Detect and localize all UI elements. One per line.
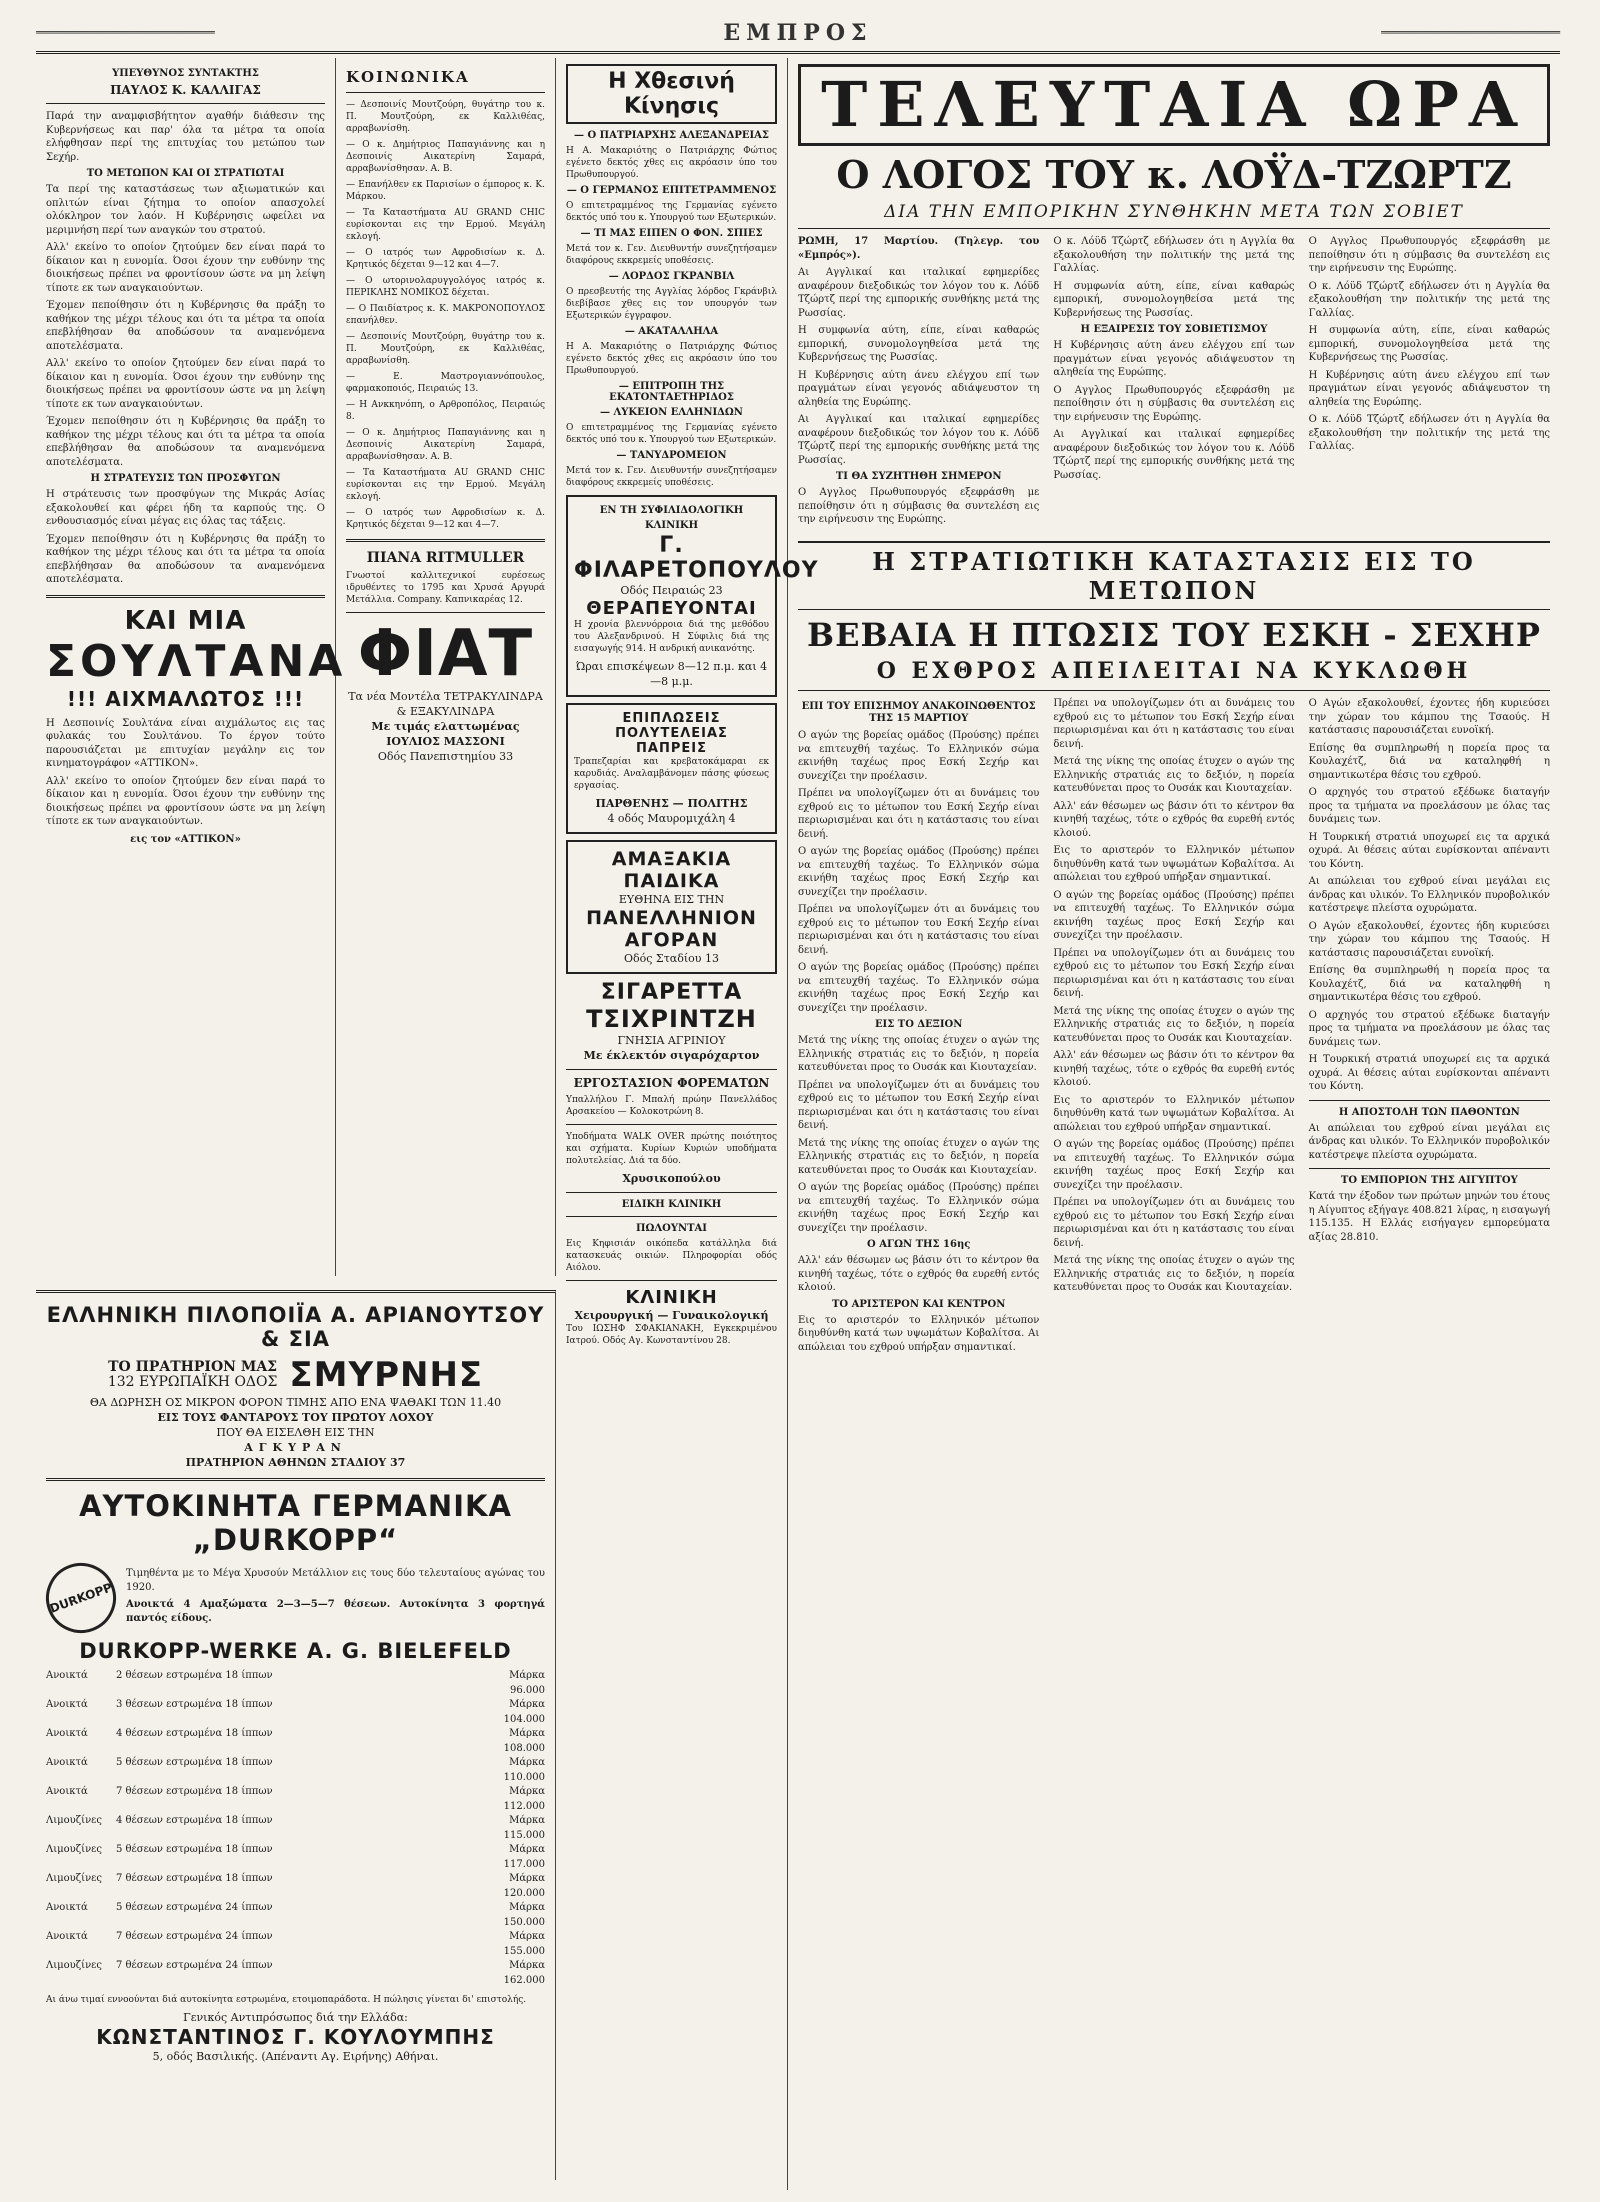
news-h3: — ΤΙ ΜΑΣ ΕΙΠΕΝ Ο ΦΟΝ. ΣΠΙΕΣ	[580, 228, 763, 239]
price-spec: 7 θέσεων εστρωμένα 18 ίππων	[116, 1873, 273, 1884]
toys-store: ΠΑΝΕΛΛΗΝΙΟΝ ΑΓΟΡΑΝ	[586, 907, 757, 951]
auto-agent-note: Γενικός Αντιπρόσωπος διά την Ελλάδα:	[183, 2011, 408, 2024]
divider	[1309, 1168, 1550, 1169]
top-p4b: Ο Αγγλος Πρωθυπουργός εξεφράσθη με πεποίθησιν ότι η σύμβασις θα συντελέση εις την ειρήνευσιν της Ευρώπης.	[1053, 384, 1295, 423]
fiat-logo: ΦΙΑΤ	[357, 617, 534, 691]
price-model: Λιμουζίνες	[46, 1815, 102, 1826]
hat-note-1: ΘΑ ΔΩΡΗΣΗ ΟΣ ΜΙΚΡΟΝ ΦΟΡΟΝ ΤΙΜΗΣ ΑΠΟ ΕΝΑ ΨΑΘΑΚΙ ΤΩΝ 11.40	[89, 1396, 502, 1409]
column-2	[336, 58, 556, 1276]
social-7: — Ο Παιδίατρος κ. Κ. ΜΑΚΡΟΝΟΠΟΥΛΟΣ επανήλθεν.	[346, 304, 545, 326]
price-value: Μάρκα 162.000	[503, 1960, 545, 1986]
price-value: Μάρκα 155.000	[503, 1931, 545, 1957]
clinic-name: Γ. ΦΙΛΑΡΕΤΟΠΟΥΛΟΥ	[574, 533, 819, 583]
social-4: — Τα Καταστήματα AU GRAND CHIC ευρίσκονται εις την Ερμού. Μεγάλη εκλογή.	[346, 208, 545, 242]
price-spec: 5 θέσεων εστρωμένα 18 ίππων	[116, 1757, 273, 1768]
mil-r3b: Ο αρχηγός του στρατού εξέδωκε διαταγήν προς τα τμήματα να προελάσουν με όλας τας δυνάμεις των.	[1308, 1009, 1550, 1048]
divider	[798, 228, 1550, 229]
mil-col-c	[1309, 697, 1550, 1917]
news-h6: — ΕΠΙΤΡΟΠΗ ΤΗΣ ΕΚΑΤΟΝΤΑΕΤΗΡΙΔΟΣ	[609, 381, 734, 403]
price-row	[46, 1843, 545, 1872]
top-p5b: Ο κ. Λόϋδ Τζώρτζ εδήλωσεν ότι η Αγγλία θα εξακολουθήση την πολιτικήν της μετά της Γαλλίας.	[1308, 280, 1550, 319]
clinic-text: Η χρονία βλεννόρροια διά της μεθόδου του Αλεξανδρινού. Η Σύφιλις διά της εισαγωγής 914. Η ανδρική ανικανότης.	[574, 620, 769, 654]
military-h3: Ο ΕΧΘΡΟΣ ΑΠΕΙΛΕΙΤΑΙ ΝΑ ΚΥΚΛΩΘΗ	[876, 658, 1472, 684]
price-model: Ανοικτά	[46, 1728, 88, 1739]
military-h2: ΒΕΒΑΙΑ Η ΠΤΩΣΙΣ ΤΟΥ ΕΣΚΗ - ΣΕΧΗΡ	[807, 616, 1541, 654]
clinic3-sub: Χειρουργική — Γυναικολογική	[574, 1309, 769, 1322]
divider	[346, 612, 545, 613]
news-p2b: Ο επιτετραμμένος της Γερμανίας εγένετο δεκτός υπό του κ. Υπουργού των Εξωτερικών.	[566, 423, 777, 445]
price-model: Λιμουζίνες	[46, 1844, 102, 1855]
auto-head: ΑΥΤΟΚΙΝΗΤΑ ΓΕΡΜΑΝΙΚΑ „DURKOPP“	[79, 1489, 512, 1557]
toys-head: ΑΜΑΞΑΚΙΑ ΠΑΙΔΙΚΑ	[611, 848, 732, 892]
top-p3c: Η Κυβέρνησις αύτη άνευ ελέγχου επί των πραγμάτων είναι γεγονός αδιάψευστον τη αληθεία της Ευρώπης.	[1308, 369, 1550, 408]
auto-note: Αι άνω τιμαί εννοούνται διά αυτοκίνητα εστρωμένα, ετοιμοπαράδοτα. Η πώλησις γίνεται δι' επιστολής.	[46, 1995, 527, 2005]
mil-r2: Επίσης θα συμπληρωθή η πορεία προς τα Κουλαχέτζ, διά να καταληφθή η σημαντικωτέρα θέσις του εχθρού.	[1308, 742, 1550, 781]
auto-agent: ΚΩΝΣΤΑΝΤΙΝΟΣ Γ. ΚΟΥΛΟΥΜΠΗΣ	[96, 2025, 495, 2049]
price-value: Μάρκα 104.000	[503, 1699, 545, 1725]
cig-note: Με έκλεκτόν σιγαρόχαρτον	[583, 1049, 760, 1062]
cig-head: ΣΙΓΑΡΕΤΤΑ	[600, 980, 743, 1005]
price-spec: 3 θέσεων εστρωμένα 18 ίππων	[116, 1699, 273, 1710]
price-spec: 7 θέσεων εστρωμένα 18 ίππων	[116, 1786, 273, 1797]
intro-paragraph: Παρά την αναμφισβήτητον αγαθήν διάθεσιν της Κυβερνήσεως και παρ' όλα τα μέτρα τα οποία ελήφθησαν περί της επιτυχίας του μετώπου των Σεχήρ.	[46, 111, 325, 163]
mil-p5b: Εις το αριστερόν το Ελληνικόν μέτωπον διηυθύνθη κατά των υψωμάτων Κοβαλίτσα. Αι απώλειαι του εχθρού υπήρξαν σημαντικαί.	[1053, 845, 1295, 883]
price-value: Μάρκα 117.000	[503, 1844, 545, 1870]
price-spec: 7 θέσεων εστρωμένα 24 ίππων	[116, 1960, 273, 1971]
mil-p2d: Πρέπει να υπολογίζωμεν ότι αι δυνάμεις του εχθρού εις το μέτωπον του Εσκή Σεχήρ είναι περιωρισμέναι και ότι η κατάστασις του είναι δεινή.	[1053, 698, 1295, 750]
social-3: — Επανήλθεν εκ Παρισίων ο έμπορος κ. Κ. Μάρκου.	[346, 180, 545, 202]
fiat-addr: Οδός Πανεπιστημίου 33	[377, 750, 514, 763]
column-3	[556, 58, 819, 2190]
durkopp-logo-text: DURKOPP	[47, 1580, 115, 1616]
price-value: Μάρκα 112.000	[503, 1786, 545, 1812]
social-5b: — Ο ιατρός των Αφροδισίων κ. Δ. Κρητικός δέχεται 9—12 και 4—7.	[346, 508, 545, 530]
auto-works: DURKOPP-WERKE A. G. BIELEFELD	[79, 1639, 512, 1663]
editor-name: ΠΑΥΛΟΣ Κ. ΚΑΛΛΙΓΑΣ	[110, 83, 261, 97]
news-h4: — ΛΟΡΔΟΣ ΓΚΡΑΝΒΙΛ	[608, 271, 735, 282]
top-col-a	[798, 235, 1039, 535]
ad-title-3: !!! ΑΙΧΜΑΛΩΤΟΣ !!!	[66, 686, 305, 711]
fiat-price: Με τιμάς ελαττωμένας	[371, 720, 520, 733]
mil-r3: Ο αρχηγός του στρατού εξέδωκε διαταγήν προς τα τμήματα να προελάσουν με όλας τας δυνάμεις των.	[1308, 787, 1550, 825]
furniture-name: ΠΑΡΘΕΝΗΣ — ΠΟΛΙΤΗΣ	[595, 797, 748, 810]
top-p3: Η Κυβέρνησις αύτη άνευ ελέγχου επί των πραγμάτων είναι γεγονός αδιάψευστον τη αληθεία της Ευρώπης.	[798, 369, 1040, 408]
social-1: — Δεσποινίς Μουτζούρη, θυγάτηρ του κ. Π. Μουτζούρη, εκ Καλλιθέας, αρραβωνίσθη.	[346, 100, 545, 134]
news-p3b: Μετά τον κ. Γεν. Διευθυντήν συνεζητήσαμεν διαφόρους εκκρεμείς υποθέσεις.	[566, 466, 777, 488]
durkopp-logo-icon	[36, 1553, 126, 1643]
mil-p3b: Μετά της νίκης της οποίας έτυχεν ο αγών της Ελληνικής στρατιάς εις το δεξιόν, η πορεία κατευθύνεται προς το Ουσάκ και Κιουταχείαν.	[798, 1137, 1040, 1176]
top-p2c: Η συμφωνία αύτη, είπε, είναι καθαρώς εμπορική, συνομολογηθείσα μετά της Κυβερνήσεως της Ρωσσίας.	[1308, 325, 1550, 363]
hat-note-2: ΕΙΣ ΤΟΥΣ ΦΑΝΤΑΡΟΥΣ ΤΟΥ ΠΡΩΤΟΥ ΛΟΧΟΥ	[157, 1411, 434, 1424]
top-dateline: ΡΩΜΗ, 17 Μαρτίου. (Τηλεγρ. του «Εμπρός»).	[798, 236, 1040, 261]
top-p2: Η συμφωνία αύτη, είπε, είναι καθαρώς εμπορική, συνομολογηθείσα μετά της Κυβερνήσεως της Ρωσσίας.	[798, 325, 1040, 363]
clinic-hours: Ώραι επισκέψεων 8—12 π.μ. και 4—8 μ.μ.	[575, 660, 768, 688]
furniture-ad	[566, 703, 777, 834]
price-row	[46, 1872, 545, 1901]
mil-p4: Αλλ' εάν θέσωμεν ως βάσιν ότι το κέντρον θα κινηθή ταχέως, τότε ο εχθρός θα ευρεθή εντός κλοιού.	[798, 1255, 1040, 1293]
social-1b: — Δεσποινίς Μουτζούρη, θυγάτηρ του κ. Π. Μουτζούρη, εκ Καλλιθέας, αρραβωνίσθη.	[346, 332, 545, 366]
price-row	[46, 1901, 545, 1930]
section-refugees: Η ΣΤΡΑΤΕΥΣΙΣ ΤΩΝ ΠΡΟΣΦΥΓΩΝ	[90, 473, 281, 484]
clinic-ad	[566, 495, 819, 697]
top-p1b: Αι Αγγλικαί και ιταλικαί εφημερίδες αναφέρουν διεξοδικώς τον λόγον του κ. Λόϋδ Τζώρτζ περί της εμπορικής συνθήκης μετά της Ρωσσίας.	[798, 414, 1040, 466]
piano-head: ΠΙΑΝΑ RITMULLER	[366, 550, 525, 566]
furniture-sub: ΠΑΠΡΕΙΣ	[636, 741, 707, 756]
divider	[566, 1280, 777, 1281]
auto-addr: 5, οδός Βασιλικής. (Απέναντι Αγ. Ειρήνης) Αθήναι.	[152, 2050, 439, 2063]
top-col-c	[1309, 235, 1550, 535]
price-row	[46, 1756, 545, 1785]
news-h8: — ΤΑΝΥΔΡΟΜΕΙΟΝ	[616, 450, 727, 461]
mil-p2e: Πρέπει να υπολογίζωμεν ότι αι δυνάμεις του εχθρού εις το μέτωπον του Εσκή Σεχήρ είναι περιωρισμέναι και ότι η κατάστασις του είναι δεινή.	[1053, 947, 1295, 999]
top-p2b: Η συμφωνία αύτη, είπε, είναι καθαρώς εμπορική, συνομολογηθείσα μετά της Κυβερνήσεως της Ρωσσίας.	[1053, 280, 1295, 319]
hat-athens: ΠΡΑΤΗΡΙΟΝ ΑΘΗΝΩΝ ΣΤΑΔΙΟΥ 37	[185, 1456, 406, 1469]
price-table	[46, 1669, 545, 1988]
ad-paragraph: Η Δεσποινίς Σουλτάνα είναι αιχμάλωτος εις τας φυλακάς του Σουλτάνου. Το έργον τούτο παρουσιάζεται με επιτυχίαν μεγάλην εις τον κινηματογράφον «ΑΤΤΙΚΟΝ».	[46, 717, 325, 769]
mil-side-r2: ΤΟ ΕΜΠΟΡΙΟΝ ΤΗΣ ΑΙΓΥΠΤΟΥ	[1340, 1175, 1518, 1186]
editor-label: ΥΠΕΥΘΥΝΟΣ ΣΥΝΤΑΚΤΗΣ	[112, 68, 259, 79]
mil-side2: Ο ΑΓΩΝ ΤΗΣ 16ης	[867, 1239, 971, 1250]
mil-r1: Ο Αγών εξακολουθεί, έχοντες ήδη κυριεύσει την χώραν του κάμπου της Τσαούς. Η κατάστασις παρουσιάζεται ευνοϊκή.	[1308, 698, 1550, 736]
social-8: — Ε. Μαστρογιαννόπουλος, φαρμακοποιός, Πειραιώς 13.	[346, 372, 545, 394]
masthead-paper-name: ΕΜΠΡΟΣ	[723, 19, 873, 46]
fiat-agent: ΙΟΥΛΙΟΣ ΜΑΣΣΟΝΙ	[386, 735, 505, 748]
branch-left	[108, 1360, 278, 1390]
price-value: Μάρκα 108.000	[503, 1728, 545, 1754]
mil-p1d: Ο αγών της βορείας ομάδος (Προύσης) πρέπει να επιτευχθή ταχέως. Το Ελληνικόν σώμα εκινήθη ταχέως προς Εσκή Σεχήρ και συνεχίζει την προέλασιν.	[798, 1182, 1040, 1234]
hat-note-3: ΠΟΥ ΘΑ ΕΙΣΕΛΘΗ ΕΙΣ ΤΗΝ	[216, 1426, 375, 1439]
paragraph-3: Έχομεν πεποίθησιν ότι η Κυβέρνησις θα πράξη το καθήκον της μέχρι τέλους και ότι τα μέτρα τα οποία επεβλήθησαν θα αποδώσουν τα αναμενόμενα αποτελέσματα.	[46, 300, 325, 352]
furniture-text: Τραπεζαρίαι και κρεβατοκάμαραι εκ καρυδιάς. Αναλαμβάνομεν πάσης φύσεως εργασίας.	[574, 757, 769, 791]
military-head: Η ΣΤΡΑΤΙΩΤΙΚΗ ΚΑΤΑΣΤΑΣΙΣ ΕΙΣ ΤΟ ΜΕΤΩΠΟΝ	[798, 541, 1550, 610]
mil-p3d: Μετά της νίκης της οποίας έτυχεν ο αγών της Ελληνικής στρατιάς εις το δεξιόν, η πορεία κατευθύνεται προς το Ουσάκ και Κιουταχείαν.	[1053, 1005, 1295, 1044]
sale-head: ΠΩΛΟΥΝΤΑΙ	[636, 1223, 707, 1234]
mil-r2b: Επίσης θα συμπληρωθή η πορεία προς τα Κουλαχέτζ, διά να καταληφθή η σημαντικωτέρα θέσις του εχθρού.	[1308, 965, 1550, 1003]
sale-text: Εις Κηφισιάν οικόπεδα κατάλληλα διά κατασκευάς οικιών. Πληροφορίαι οδός Αιόλου.	[566, 1239, 777, 1273]
divider	[46, 103, 325, 104]
mil-p1c: Ο αγών της βορείας ομάδος (Προύσης) πρέπει να επιτευχθή ταχέως. Το Ελληνικόν σώμα εκινήθη ταχέως προς Εσκή Σεχήρ και συνεχίζει την προέλασιν.	[798, 962, 1040, 1014]
social-6: — Ο ωτορινολαρυγγολόγος ιατρός κ. ΠΕΡΙΚΛΗΣ ΝΟΜΙΚΟΣ δέχεται.	[346, 276, 545, 298]
auto-line-2: Ανοικτά 4 Αμαξώματα 2—3—5—7 θέσεων. Αυτοκίνητα 3 φορτηγά παντός είδους.	[126, 1599, 545, 1624]
price-row	[46, 1785, 545, 1814]
news-h7: — ΛΥΚΕΙΟΝ ΕΛΛΗΝΙΔΩΝ	[600, 407, 743, 418]
price-model: Ανοικτά	[46, 1931, 88, 1942]
furniture-head: ΕΠΙΠΛΩΣΕΙΣ ΠΟΛΥΤΕΛΕΙΑΣ	[615, 711, 728, 741]
divider	[46, 1478, 545, 1481]
mil-r6: Κατά την έξοδον των πρώτων μηνών του έτους η Αίγυπτος εξήγαγε 408.821 λίρας, η εισαγωγή 115.135. Η Ελλάς εισήγαγεν εμπορεύματα αξίας 28.810.	[1308, 1191, 1550, 1243]
divider	[798, 690, 1550, 691]
top-side-a: Η ΕΞΑΙΡΕΣΙΣ ΤΟΥ ΣΟΒΙΕΤΙΣΜΟΥ	[1080, 324, 1268, 335]
social-2: — Ο κ. Δημήτριος Παπαγιάννης και η Δεσποινίς Αικατερίνη Σαμαρά, αρραβωνίσθησαν. Α. Β.	[346, 140, 545, 174]
top-col-b	[1053, 235, 1294, 535]
news-p1: Η Α. Μακαριότης ο Πατριάρχης Φώτιος εγένετο δεκτός χθες εις ακρόασιν ύπο του Πρωθυπουργού.	[566, 146, 777, 180]
clinic2-head: ΕΙΔΙΚΗ ΚΛΙΝΙΚΗ	[621, 1199, 722, 1210]
clinic-head: ΕΝ ΤΗ ΣΥΦΙΛΙΔΟΛΟΓΙΚΗ ΚΛΙΝΙΚΗ	[599, 505, 744, 531]
mil-r4: Η Τουρκική στρατιά υποχωρεί εις τα αρχικά οχυρά. Αι θέσεις αύται ευρίσκονται απέναντι του Κόντη.	[1308, 831, 1550, 870]
top-p1: Αι Αγγλικαί και ιταλικαί εφημερίδες αναφέρουν διεξοδικώς τον λόγον του κ. Λόϋδ Τζώρτζ περί της εμπορικής συνθήκης μετά της Ρωσσίας.	[798, 267, 1040, 319]
mil-p3: Μετά της νίκης της οποίας έτυχεν ο αγών της Ελληνικής στρατιάς εις το δεξιόν, η πορεία κατευθύνεται προς το Ουσάκ και Κιουταχείαν.	[798, 1035, 1040, 1073]
social-2b: — Ο κ. Δημήτριος Παπαγιάννης και η Δεσποινίς Αικατερίνη Σαμαρά, αρραβωνίσθησαν. Α. Β.	[346, 428, 545, 462]
top-side-b: ΤΙ ΘΑ ΣΥΖΗΤΗΘΗ ΣΗΜΕΡΟΝ	[835, 471, 1002, 482]
branch-city: ΣΜΥΡΝΗΣ	[289, 1355, 484, 1395]
top-subhead: ΔΙΑ ΤΗΝ ΕΜΠΟΡΙΚΗΝ ΣΥΝΘΗΚΗΝ ΜΕΤΑ ΤΩΝ ΣΟΒΙΕΤ	[884, 202, 1464, 222]
walk-shop: Χρυσικοπούλου	[622, 1172, 721, 1185]
price-row	[46, 1814, 545, 1843]
price-spec: 7 θέσεων εστρωμένα 24 ίππων	[116, 1931, 273, 1942]
toys-ad	[566, 840, 777, 974]
front-paragraph: Τα περί της καταστάσεως των αξιωματικών και οπλιτών είναι ζήτημα το οποίον απασχολεί ολόκληρον τον λαόν. Η Κυβέρνησις ωφείλει να μεριμνήση περί των αναγκών του στρατού.	[46, 184, 325, 236]
military-columns	[798, 697, 1550, 1917]
price-value: Μάρκα 96.000	[509, 1670, 545, 1696]
price-value: Μάρκα 110.000	[503, 1757, 545, 1783]
mil-p4c: Αλλ' εάν θέσωμεν ως βάσιν ότι το κέντρον θα κινηθή ταχέως, τότε ο εχθρός θα ευρεθή εντός κλοιού.	[1053, 1050, 1295, 1088]
price-row	[46, 1669, 545, 1698]
price-spec: 5 θέσεων εστρωμένα 18 ίππων	[116, 1844, 273, 1855]
cig-sub: ΓΝΗΣΙΑ ΑΓΡΙΝΙΟΥ	[617, 1034, 726, 1047]
mil-p3c: Μετά της νίκης της οποίας έτυχεν ο αγών της Ελληνικής στρατιάς εις το δεξιόν, η πορεία κατευθύνεται προς το Ουσάκ και Κιουταχείαν.	[1053, 756, 1295, 794]
price-model: Λιμουζίνες	[46, 1873, 102, 1884]
news-p3: Μετά τον κ. Γεν. Διευθυντήν συνεζητήσαμεν διαφόρους εκκρεμείς υποθέσεις.	[566, 244, 777, 266]
column-1	[36, 58, 347, 1276]
mil-p2c: Πρέπει να υπολογίζωμεν ότι αι δυνάμεις του εχθρού εις το μέτωπον του Εσκή Σεχήρ είναι περιωρισμέναι και ότι η κατάστασις του είναι δεινή.	[798, 1079, 1040, 1131]
social-head: ΚΟΙΝΩΝΙΚΑ	[346, 68, 470, 86]
toys-sub: ΕΥΘΗΝΑ ΕΙΣ ΤΗΝ	[618, 893, 725, 906]
price-model: Λιμουζίνες	[46, 1960, 102, 1971]
auto-lines	[126, 1567, 545, 1629]
price-spec: 4 θέσεων εστρωμένα 18 ίππων	[116, 1815, 273, 1826]
paragraph-3c: Έχομεν πεποίθησιν ότι η Κυβέρνησις θα πράξη το καθήκον της μέχρι τέλους και ότι τα μέτρα τα οποία επεβλήθησαν θα αποδώσουν τα αναμενόμενα αποτελέσματα.	[46, 533, 325, 585]
branch-street: 132 ΕΥΡΩΠΑΪΚΗ ΟΔΟΣ	[107, 1374, 278, 1390]
price-value: Μάρκα 115.000	[503, 1815, 545, 1841]
mil-p2: Πρέπει να υπολογίζωμεν ότι αι δυνάμεις του εχθρού εις το μέτωπον του Εσκή Σεχήρ είναι περιωρισμέναι και ότι η κατάστασις του είναι δεινή.	[798, 788, 1040, 840]
price-model: Ανοικτά	[46, 1757, 88, 1768]
auto-intro	[46, 1563, 545, 1633]
social-4b: — Τα Καταστήματα AU GRAND CHIC ευρίσκονται εις την Ερμού. Μεγάλη εκλογή.	[346, 468, 545, 502]
paragraph-3b: Έχομεν πεποίθησιν ότι η Κυβέρνησις θα πράξη το καθήκον της μέχρι τέλους και ότι τα μέτρα τα οποία επεβλήθησαν θα αποδώσουν τα αναμενόμενα αποτελέσματα.	[46, 416, 325, 468]
divider	[566, 1192, 777, 1193]
news-p4: Ο πρεσβευτής της Αγγλίας λόρδος Γκράνβιλ διεβίβασε χθες εις τον υπουργόν των Εξωτερικών έγγραφον.	[566, 287, 777, 321]
mil-p1f: Ο αγών της βορείας ομάδος (Προύσης) πρέπει να επιτευχθή ταχέως. Το Ελληνικόν σώμα εκινήθη ταχέως προς Εσκή Σεχήρ και συνεχίζει την προέλασιν.	[1053, 1139, 1295, 1191]
mil-p4b: Αλλ' εάν θέσωμεν ως βάσιν ότι το κέντρον θα κινηθή ταχέως, τότε ο εχθρός θα ευρεθή εντός κλοιού.	[1053, 800, 1295, 839]
masthead-rule-right: ═══════════════════════════	[1381, 26, 1560, 39]
price-row	[46, 1698, 545, 1727]
mil-r5b: Αι απώλειαι του εχθρού είναι μεγάλαι εις άνδρας και υλικόν. Το Ελληνικόν πυροβολικόν κατέστρεψε πλείστα οχυρώματα.	[1308, 1122, 1550, 1161]
section-front: ΤΟ ΜΕΤΩΠΟΝ ΚΑΙ ΟΙ ΣΤΡΑΤΙΩΤΑΙ	[86, 168, 285, 179]
social-5: — Ο ιατρός των Αφροδισίων κ. Δ. Κρητικός δέχεται 9—12 και 4—7.	[346, 248, 545, 270]
clinic3-text: Του ΙΩΣΗΦ ΣΦΑΚΙΑΝΑΚΗ, Εγκεκριμένου Ιατρού. Οδός Αγ. Κωνσταντίνου 28.	[566, 1324, 777, 1346]
price-row	[46, 1959, 545, 1988]
price-model: Ανοικτά	[46, 1699, 88, 1710]
mil-col-b	[1053, 697, 1294, 1917]
yesterday-head: Η Χθεσινή Κίνησις	[566, 64, 777, 124]
top-p3b: Η Κυβέρνησις αύτη άνευ ελέγχου επί των πραγμάτων είναι γεγονός αδιάψευστον τη αληθεία της Ευρώπης.	[1053, 340, 1295, 378]
mil-p2f: Πρέπει να υπολογίζωμεν ότι αι δυνάμεις του εχθρού εις το μέτωπον του Εσκή Σεχήρ είναι περιωρισμέναι και ότι η κατάστασις του είναι δεινή.	[1053, 1197, 1295, 1249]
price-model: Ανοικτά	[46, 1786, 88, 1797]
hat-note-4: ΑΓΚΥΡΑΝ	[244, 1441, 347, 1454]
top-p1c: Αι Αγγλικαί και ιταλικαί εφημερίδες αναφέρουν διεξοδικώς τον λόγον του κ. Λόϋδ Τζώρτζ περί της εμπορικής συνθήκης μετά της Ρωσσίας.	[1053, 429, 1295, 481]
clinic3-head: ΚΛΙΝΙΚΗ	[625, 1287, 718, 1308]
bottom-ads	[36, 1290, 556, 2180]
clinic-cure: ΘΕΡΑΠΕΥΟΝΤΑΙ	[586, 598, 757, 619]
sew-text: Υπαλλήλου Γ. Μπαλή πρώην Πανελλάδος Αρσακείου — Κολοκοτρώνη 8.	[566, 1095, 777, 1117]
divider	[566, 1216, 777, 1217]
mil-p1: Ο αγών της βορείας ομάδος (Προύσης) πρέπει να επιτευχθή ταχέως. Το Ελληνικόν σώμα εκινήθη ταχέως προς Εσκή Σεχήρ και συνεχίζει την προέλασιν.	[798, 730, 1040, 782]
price-row	[46, 1930, 545, 1959]
mil-r5: Αι απώλειαι του εχθρού είναι μεγάλαι εις άνδρας και υλικόν. Το Ελληνικόν πυροβολικόν κατέστρεψε πλείστα οχυρώματα.	[1308, 876, 1550, 914]
mil-p5: Εις το αριστερόν το Ελληνικόν μέτωπον διηυθύνθη κατά των υψωμάτων Κοβαλίτσα. Αι απώλειαι του εχθρού υπήρξαν σημαντικαί.	[798, 1314, 1040, 1353]
price-row	[46, 1727, 545, 1756]
mil-p3e: Μετά της νίκης της οποίας έτυχεν ο αγών της Ελληνικής στρατιάς εις το δεξιόν, η πορεία κατευθύνεται προς το Ουσάκ και Κιουταχείαν.	[1053, 1255, 1295, 1293]
news-h2: — Ο ΓΕΡΜΑΝΟΣ ΕΠΙΤΕΤΡΑΜΜΕΝΟΣ	[566, 185, 777, 196]
divider	[566, 1069, 777, 1070]
auto-line-1: Τιμηθέντα με το Μέγα Χρυσούν Μετάλλιον εις τους δύο τελευταίους αγώνας του 1920.	[126, 1568, 545, 1593]
ad-title-1: ΚΑΙ ΜΙΑ	[124, 605, 247, 636]
top-p4: Ο Αγγλος Πρωθυπουργός εξεφράσθη με πεποίθησιν ότι η σύμβασις θα συντελέση εις την ειρήνευσιν της Ευρώπης.	[798, 487, 1040, 525]
mil-r1b: Ο Αγών εξακολουθεί, έχοντες ήδη κυριεύσει την χώραν του κάμπου της Τσαούς. Η κατάστασις παρουσιάζεται ευνοϊκή.	[1308, 920, 1550, 959]
mil-side3: ΤΟ ΑΡΙΣΤΕΡΟΝ ΚΑΙ ΚΕΝΤΡΟΝ	[831, 1298, 1006, 1310]
mil-p5c: Εις το αριστερόν το Ελληνικόν μέτωπον διηυθύνθη κατά των υψωμάτων Κοβαλίτσα. Αι απώλειαι του εχθρού υπήρξαν σημαντικαί.	[1053, 1094, 1295, 1133]
divider	[1309, 1100, 1550, 1101]
mil-p2b: Πρέπει να υπολογίζωμεν ότι αι δυνάμεις του εχθρού εις το μέτωπον του Εσκή Σεχήρ είναι περιωρισμέναι και ότι η κατάστασις του είναι δεινή.	[798, 904, 1040, 956]
mil-p1b: Ο αγών της βορείας ομάδος (Προύσης) πρέπει να επιτευχθή ταχέως. Το Ελληνικόν σώμα εκινήθη ταχέως προς Εσκή Σεχήρ και συνεχίζει την προέλασιν.	[798, 846, 1040, 898]
masthead-rule-left: ═══════════════════════════	[36, 26, 215, 39]
price-spec: 2 θέσεων εστρωμένα 18 ίππων	[116, 1670, 273, 1681]
divider	[346, 539, 545, 542]
social-9: — Η Ανκκηνόπη, ο Αρθροπόλος, Πειραιώς 8.	[346, 400, 545, 422]
news-h1: — Ο ΠΑΤΡΙΑΡΧΗΣ ΑΛΕΞΑΝΔΡΕΙΑΣ	[573, 130, 770, 141]
news-h5: — ΑΚΑΤΑΛΛΗΛΑ	[624, 326, 719, 337]
mil-p1e: Ο αγών της βορείας ομάδος (Προύσης) πρέπει να επιτευχθή ταχέως. Το Ελληνικόν σώμα εκινήθη ταχέως προς Εσκή Σεχήρ και συνεχίζει την προέλασιν.	[1053, 889, 1295, 941]
top-p5: Ο κ. Λόϋδ Τζώρτζ εδήλωσεν ότι η Αγγλία θα εξακολουθήση την πολιτικήν της μετά της Γαλλίας.	[1053, 236, 1295, 274]
top-p4c: Ο Αγγλος Πρωθυπουργός εξεφράσθη με πεποίθησιν ότι η σύμβασις θα συντελέση εις την ειρήνευσιν της Ευρώπης.	[1308, 236, 1550, 274]
fiat-text: Τα νέα Μοντέλα ΤΕΤΡΑΚΥΛΙΝΔΡΑ & ΕΞΑΚΥΛΙΝΔΡΑ	[348, 690, 543, 718]
price-spec: 5 θέσεων εστρωμένα 24 ίππων	[116, 1902, 273, 1913]
ad-cinema: εις τον «ΑΤΤΙΚΟΝ»	[130, 833, 241, 845]
ad-paragraph-b: Αλλ' εκείνο το οποίον ζητούμεν δεν είναι παρά το δίκαιον και η ευνομία. Όσοι έχουν την ευθύνην της διοικήσεως πρέπει να φροντίσουν ώστε να μη λείψη τίποτε εκ των αναγκαιούντων.	[46, 775, 325, 827]
clinic-addr: Οδός Πειραιώς 23	[620, 584, 723, 597]
mil-side-r1: Η ΑΠΟΣΤΟΛΗ ΤΩΝ ΠΑΘΟΝΤΩΝ	[1338, 1106, 1520, 1118]
news-p1b: Η Α. Μακαριότης ο Πατριάρχης Φώτιος εγένετο δεκτός χθες εις ακρόασιν ύπο του Πρωθυπουργού.	[566, 342, 777, 376]
hat-shop: ΕΛΛΗΝΙΚΗ ΠΙΛΟΠΟΙΪΑ Α. ΑΡΙΑΝΟΥΤΣΟΥ & ΣΙΑ	[46, 1303, 545, 1351]
masthead	[36, 14, 1560, 54]
mil-r4b: Η Τουρκική στρατιά υποχωρεί εις τα αρχικά οχυρά. Αι θέσεις αύται ευρίσκονται απέναντι του Κόντη.	[1308, 1054, 1550, 1092]
news-p2: Ο επιτετραμμένος της Γερμανίας εγένετο δεκτός υπό του κ. Υπουργού των Εξωτερικών.	[566, 201, 777, 223]
walk-text: Υποδήματα WALK OVER πρώτης ποιότητος και σχήματα. Κυρίων Κυριών υποδήματα πολυτελείας. Διά τα δύο.	[566, 1132, 777, 1166]
price-spec: 4 θέσεων εστρωμένα 18 ίππων	[116, 1728, 273, 1739]
cig-name: ΤΣΙΧΡΙΝΤΖΗ	[586, 1005, 757, 1033]
military-sub: ΕΠΙ ΤΟΥ ΕΠΙΣΗΜΟΥ ΑΝΑΚΟΙΝΩΘΕΝΤΟΣ ΤΗΣ 15 ΜΑΡΤΙΟΥ	[801, 701, 1036, 724]
sew-head: ΕΡΓΟΣΤΑΣΙΟΝ ΦΟΡΕΜΑΤΩΝ	[573, 1076, 770, 1090]
divider	[566, 1124, 777, 1125]
ad-title-2: ΣΟΥΛΤΑΝΑ	[46, 635, 347, 687]
mil-col-a	[798, 697, 1039, 1917]
toys-addr: Οδός Σταδίου 13	[624, 952, 719, 965]
price-value: Μάρκα 120.000	[503, 1873, 545, 1899]
price-model: Ανοικτά	[46, 1670, 88, 1681]
mil-side1: ΕΙΣ ΤΟ ΔΕΞΙΟΝ	[874, 1019, 963, 1030]
refugees-paragraph: Η στράτευσις των προσφύγων της Μικράς Ασίας εξακολουθεί και φέρει ήδη τα καρπούς της. Ο ενθουσιασμός είναι μέγας εις όλας τας τάξεις.	[46, 489, 325, 527]
divider	[46, 595, 325, 598]
divider	[346, 92, 545, 93]
top-p5c: Ο κ. Λόϋδ Τζώρτζ εδήλωσεν ότι η Αγγλία θα εξακολουθήση την πολιτικήν της μετά της Γαλλίας.	[1308, 414, 1550, 452]
paragraph-2: Αλλ' εκείνο το οποίον ζητούμεν δεν είναι παρά το δίκαιον και η ευνομία. Όσοι έχουν την ευθύνην της διοικήσεως πρέπει να φροντίσουν ώστε να μη λείψη τίποτε εκ των αναγκαιούντων.	[46, 242, 325, 294]
branch-row	[46, 1355, 545, 1395]
top-headline: Ο ΛΟΓΟΣ ΤΟΥ κ. ΛΟΫΔ-ΤΖΩΡΤΖ	[836, 152, 1512, 197]
price-model: Ανοικτά	[46, 1902, 88, 1913]
branch-label: ΤΟ ΠΡΑΤΗΡΙΟΝ ΜΑΣ	[108, 1359, 278, 1375]
top-banner: ΤΕΛΕΥΤΑΙΑ ΩΡΑ	[798, 64, 1550, 146]
piano-text: Γνωστοί καλλιτεχνικοί ευρέσεως ιδρυθέντες το 1795 και Χρυσά Αργυρά Μετάλλια. Company. Καπνικαρέας 12.	[346, 571, 545, 605]
furniture-addr: 4 οδός Μαυρομιχάλη 4	[607, 812, 736, 825]
paragraph-2b: Αλλ' εκείνο το οποίον ζητούμεν δεν είναι παρά το δίκαιον και η ευνομία. Όσοι έχουν την ευθύνην της διοικήσεως πρέπει να φροντίσουν ώστε να μη λείψη τίποτε εκ των αναγκαιούντων.	[46, 358, 325, 410]
column-right	[788, 58, 1560, 2190]
price-value: Μάρκα 150.000	[503, 1902, 545, 1928]
top-story-columns	[798, 235, 1550, 535]
